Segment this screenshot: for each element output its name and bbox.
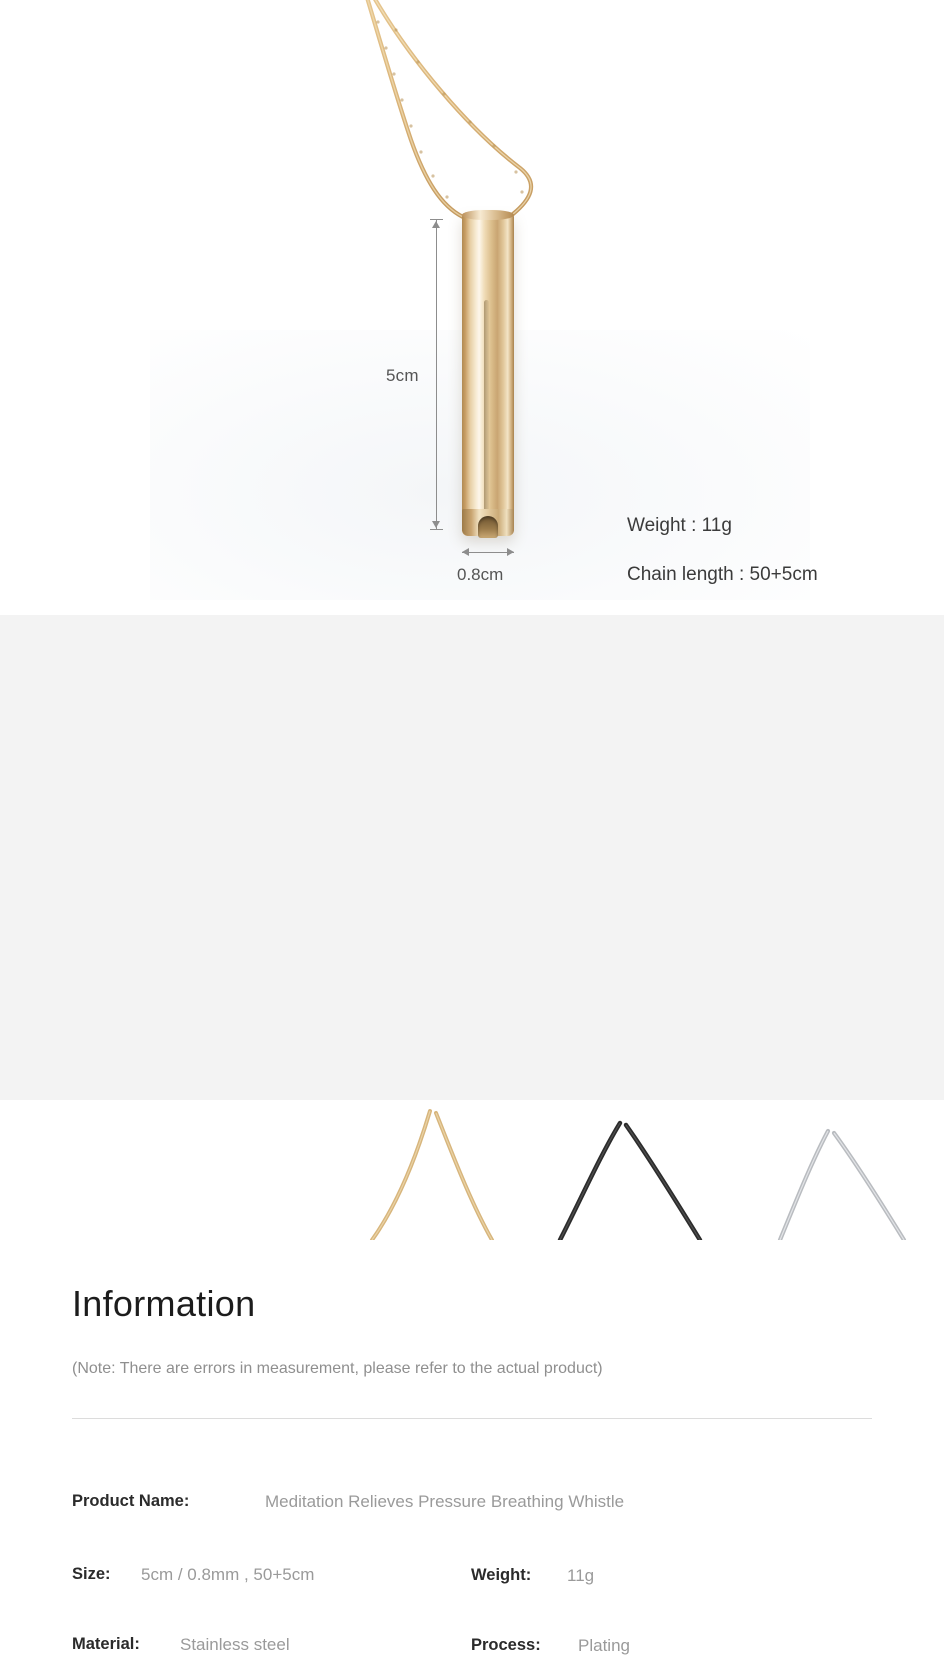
information-divider <box>72 1418 872 1419</box>
height-dimension-label: 5cm <box>386 366 419 385</box>
product-name-label: Product Name: <box>72 1492 190 1510</box>
height-arrow-up-icon <box>432 221 440 228</box>
gold-chain-variant <box>372 1111 492 1240</box>
information-note: (Note: There are errors in measurement, please refer to the actual product) <box>72 1360 603 1377</box>
material-label: Material: <box>72 1635 140 1653</box>
chain-variants-graphic <box>0 1101 944 1240</box>
height-dimension-bottom-cap <box>430 529 443 530</box>
pendant-top-cap <box>462 210 514 220</box>
weight-value: 11g <box>567 1566 595 1585</box>
black-chain-variant <box>560 1123 700 1240</box>
width-dimension-label: 0.8cm <box>457 565 504 584</box>
width-arrow-right-icon <box>507 548 514 556</box>
process-value: Plating <box>578 1636 630 1655</box>
height-dimension-top-cap <box>430 219 443 220</box>
height-arrow-down-icon <box>432 521 440 528</box>
product-image-section <box>0 0 944 615</box>
pendant-air-slot <box>484 300 489 515</box>
process-label: Process: <box>471 1636 541 1654</box>
information-title: Information <box>72 1283 256 1324</box>
height-dimension-line <box>436 219 437 529</box>
information-section <box>0 615 944 1655</box>
material-value: Stainless steel <box>180 1635 290 1654</box>
silver-chain-variant <box>780 1131 904 1240</box>
size-value: 5cm / 0.8mm , 50+5cm <box>141 1565 315 1584</box>
chain-variants-section <box>0 1101 944 1240</box>
pendant-mouthpiece-hole <box>478 516 498 538</box>
hero-weight-spec: Weight : 11g <box>627 515 732 536</box>
size-label: Size: <box>72 1565 111 1583</box>
weight-label: Weight: <box>471 1566 532 1584</box>
product-name-value: Meditation Relieves Pressure Breathing Whistle <box>265 1492 625 1511</box>
width-arrow-left-icon <box>462 548 469 556</box>
hero-chain-length-spec: Chain length : 50+5cm <box>627 564 818 585</box>
